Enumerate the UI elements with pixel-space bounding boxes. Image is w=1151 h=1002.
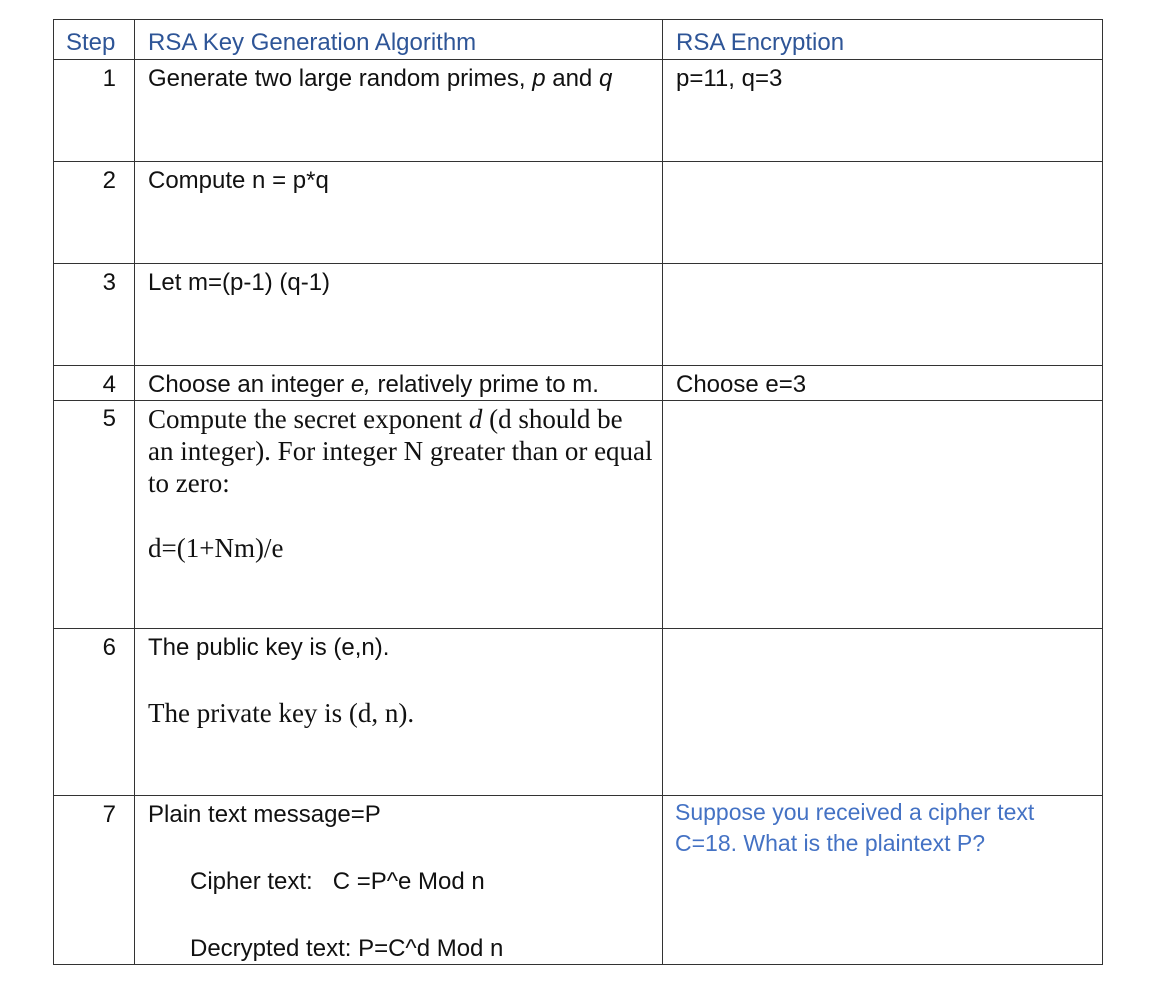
rsa-table (53, 19, 1103, 965)
step-number: 4 (102, 371, 116, 398)
step-5-text (148, 403, 653, 499)
step-number: 2 (102, 167, 116, 194)
step-4-text-pre: Choose an integer (148, 371, 351, 398)
step-1-text-pre: Generate two large random primes, (148, 65, 533, 92)
step-1-text (148, 64, 612, 94)
row-divider (54, 795, 1102, 796)
private-key-text: The private key is (d, n). (148, 698, 415, 728)
step-4-text (148, 370, 599, 400)
row-divider (54, 263, 1102, 264)
row-divider (54, 628, 1102, 629)
row-divider (54, 59, 1102, 60)
plain-text-message: Plain text message=P (148, 801, 381, 828)
step-4-text-post: relatively prime to m. (370, 371, 599, 398)
step-1-encryption: p=11, q=3 (676, 65, 783, 92)
decrypted-text-formula: Decrypted text: P=C^d Mod n (190, 935, 504, 962)
step-number: 5 (102, 405, 116, 432)
var-q: q (598, 65, 613, 92)
header-encryption: RSA Encryption (676, 29, 845, 56)
step-number: 3 (102, 269, 116, 296)
row-divider (54, 161, 1102, 162)
step-5-text-post: (d should be an integer). For integer N greater than or equal to zero: (148, 404, 653, 498)
step-5-text-pre: Compute the secret exponent (148, 404, 469, 434)
step-4-encryption: Choose e=3 (676, 371, 807, 398)
var-d: d (468, 404, 483, 434)
step-3-text: Let m=(p-1) (q-1) (148, 269, 331, 296)
row-divider (54, 365, 1102, 366)
step-2-text: Compute n = p*q (148, 167, 329, 194)
var-e: e, (350, 371, 371, 398)
header-algorithm: RSA Key Generation Algorithm (148, 29, 477, 56)
step-1-and: and (545, 65, 599, 92)
row-divider (54, 400, 1102, 401)
var-p: p (532, 65, 546, 92)
formula-d: d=(1+Nm)/e (148, 533, 284, 563)
cipher-text-formula: Cipher text: C =P^e Mod n (190, 868, 485, 895)
public-key-text: The public key is (e,n). (148, 634, 390, 661)
step-number: 6 (102, 634, 116, 661)
step-number: 7 (102, 801, 116, 828)
header-step: Step (66, 29, 116, 56)
step-number: 1 (102, 65, 116, 92)
step-7-question: Suppose you received a cipher text C=18. What is the plaintext P? (675, 799, 1035, 856)
